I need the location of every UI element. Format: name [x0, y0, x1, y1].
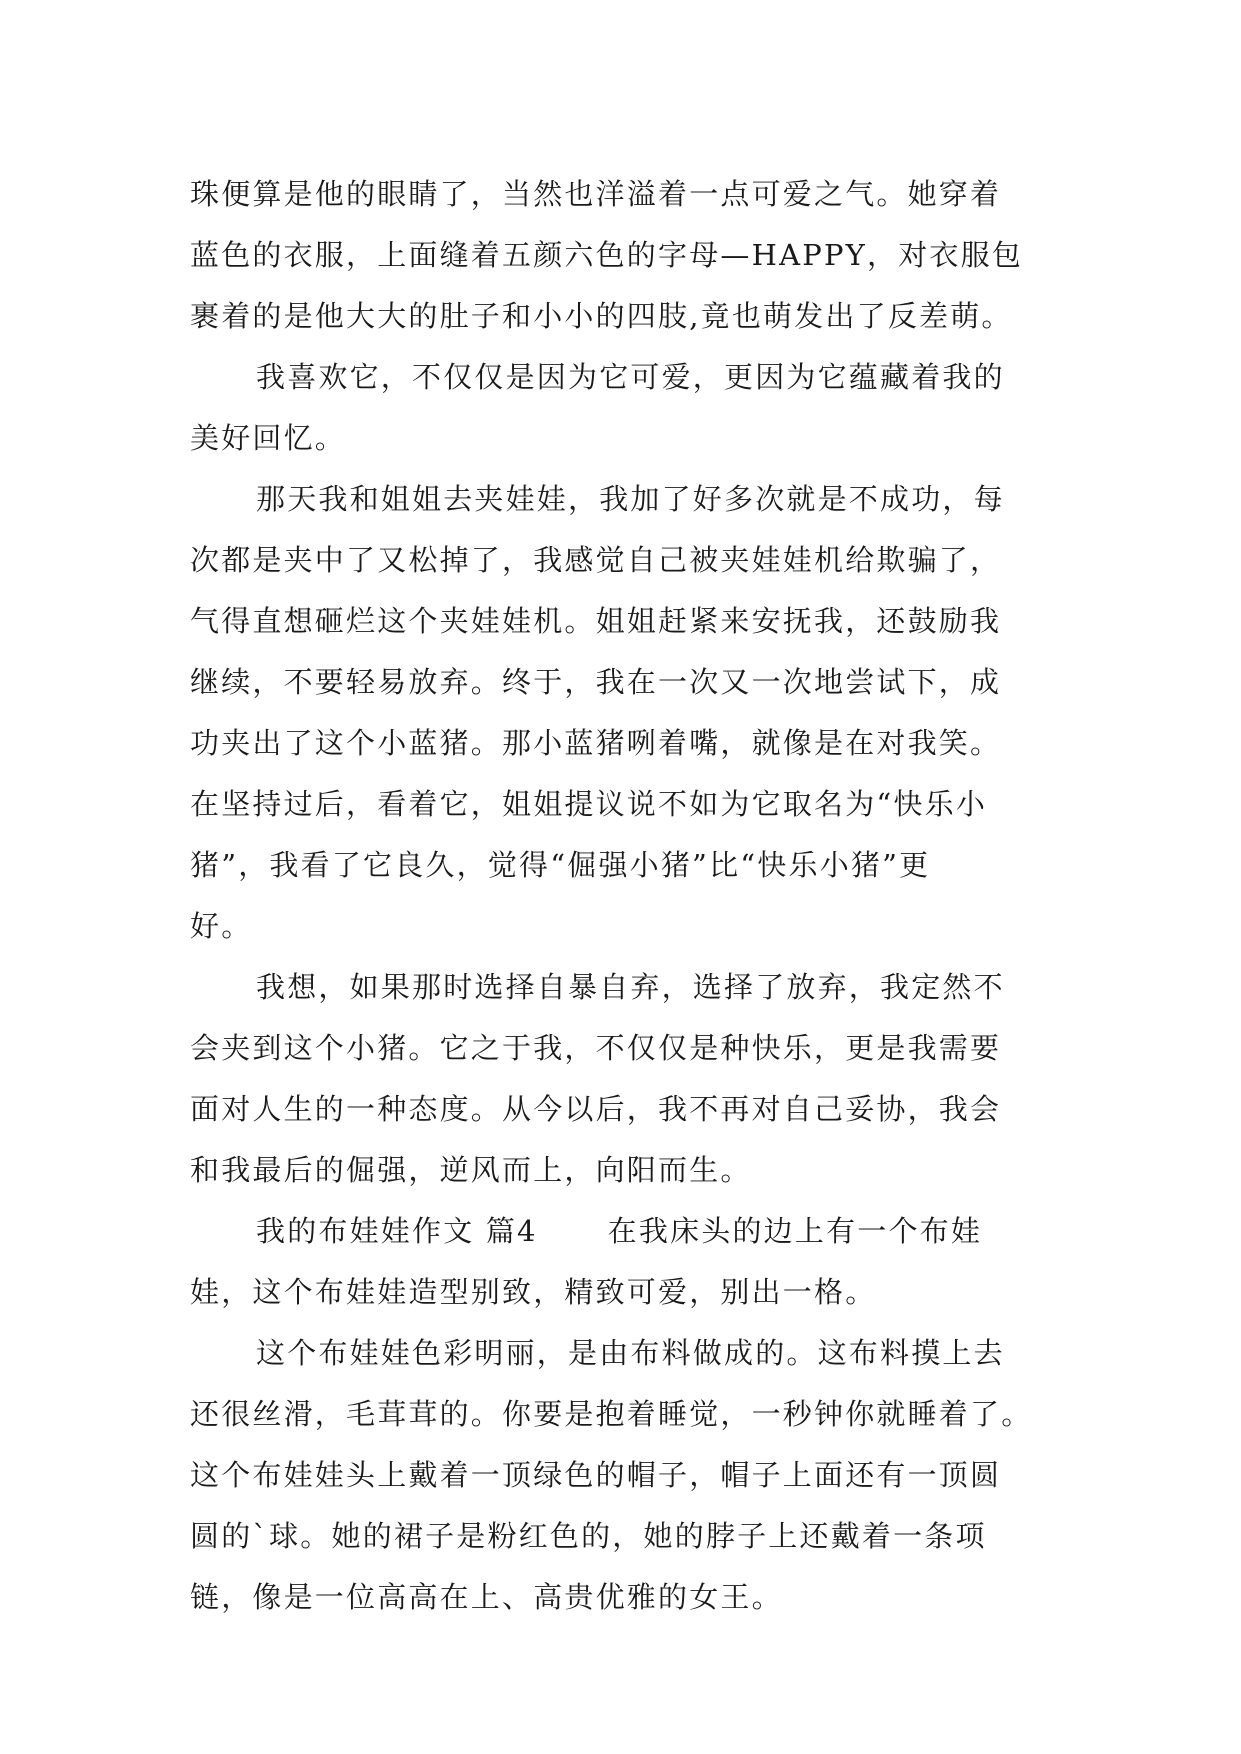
essay-body	[190, 164, 1070, 1628]
text-line: 蓝色的衣服，上面缝着五颜六色的字母—HAPPY，对衣服包	[190, 238, 1024, 272]
text-line: 美好回忆。	[190, 421, 347, 455]
section-heading-line	[190, 1201, 1070, 1262]
text-line: 会夹到这个小猪。它之于我，不仅仅是种快乐，更是我需要	[190, 1031, 1002, 1065]
text-line: 气得直想砸烂这个夹娃娃机。姐姐赶紧来安抚我，还鼓励我	[190, 604, 1002, 638]
text-line: 在坚持过后，看着它，姐姐提议说不如为它取名为“快乐小	[190, 787, 988, 821]
text-line: 猪”，我看了它良久，觉得“倔强小猪”比“快乐小猪”更	[190, 848, 931, 882]
text-line: 还很丝滑，毛茸茸的。你要是抱着睡觉，一秒钟你就睡着了。	[190, 1397, 1033, 1431]
section-heading: 我的布娃娃作文 篇4	[256, 1214, 538, 1248]
paragraph-start-line: 那天我和姐姐去夹娃娃，我加了好多次就是不成功，每	[256, 482, 1005, 516]
text-line: 好。	[190, 909, 253, 943]
paragraph-start-line: 我喜欢它，不仅仅是因为它可爱，更因为它蕴藏着我的	[256, 360, 1005, 394]
text-line: 次都是夹中了又松掉了，我感觉自己被夹娃娃机给欺骗了，	[190, 543, 1002, 577]
text-line: 继续，不要轻易放弃。终于，我在一次又一次地尝试下，成	[190, 665, 1002, 699]
paragraph-start-line: 这个布娃娃色彩明丽，是由布料做成的。这布料摸上去	[256, 1336, 1005, 1370]
text-line: 圆的`球。她的裙子是粉红色的，她的脖子上还戴着一条项	[190, 1519, 987, 1553]
text-line: 链，像是一位高高在上、高贵优雅的女王。	[190, 1580, 783, 1614]
text-line: 裹着的是他大大的肚子和小小的四肢,竟也萌发出了反差萌。	[190, 299, 1013, 333]
text-line: 面对人生的一种态度。从今以后，我不再对自己妥协，我会	[190, 1092, 1002, 1126]
text-line: 和我最后的倔强，逆风而上，向阳而生。	[190, 1153, 752, 1187]
paragraph-start-line: 我想，如果那时选择自暴自弃，选择了放弃，我定然不	[256, 970, 1005, 1004]
text-line: 娃，这个布娃娃造型别致，精致可爱，别出一格。	[190, 1275, 877, 1309]
text-line: 这个布娃娃头上戴着一顶绿色的帽子，帽子上面还有一顶圆	[190, 1458, 1002, 1492]
section-first-text: 在我床头的边上有一个布娃	[607, 1214, 983, 1248]
text-line: 珠便算是他的眼睛了，当然也洋溢着一点可爱之气。她穿着	[190, 177, 1002, 211]
text-line: 功夹出了这个小蓝猪。那小蓝猪咧着嘴，就像是在对我笑。	[190, 726, 1002, 760]
